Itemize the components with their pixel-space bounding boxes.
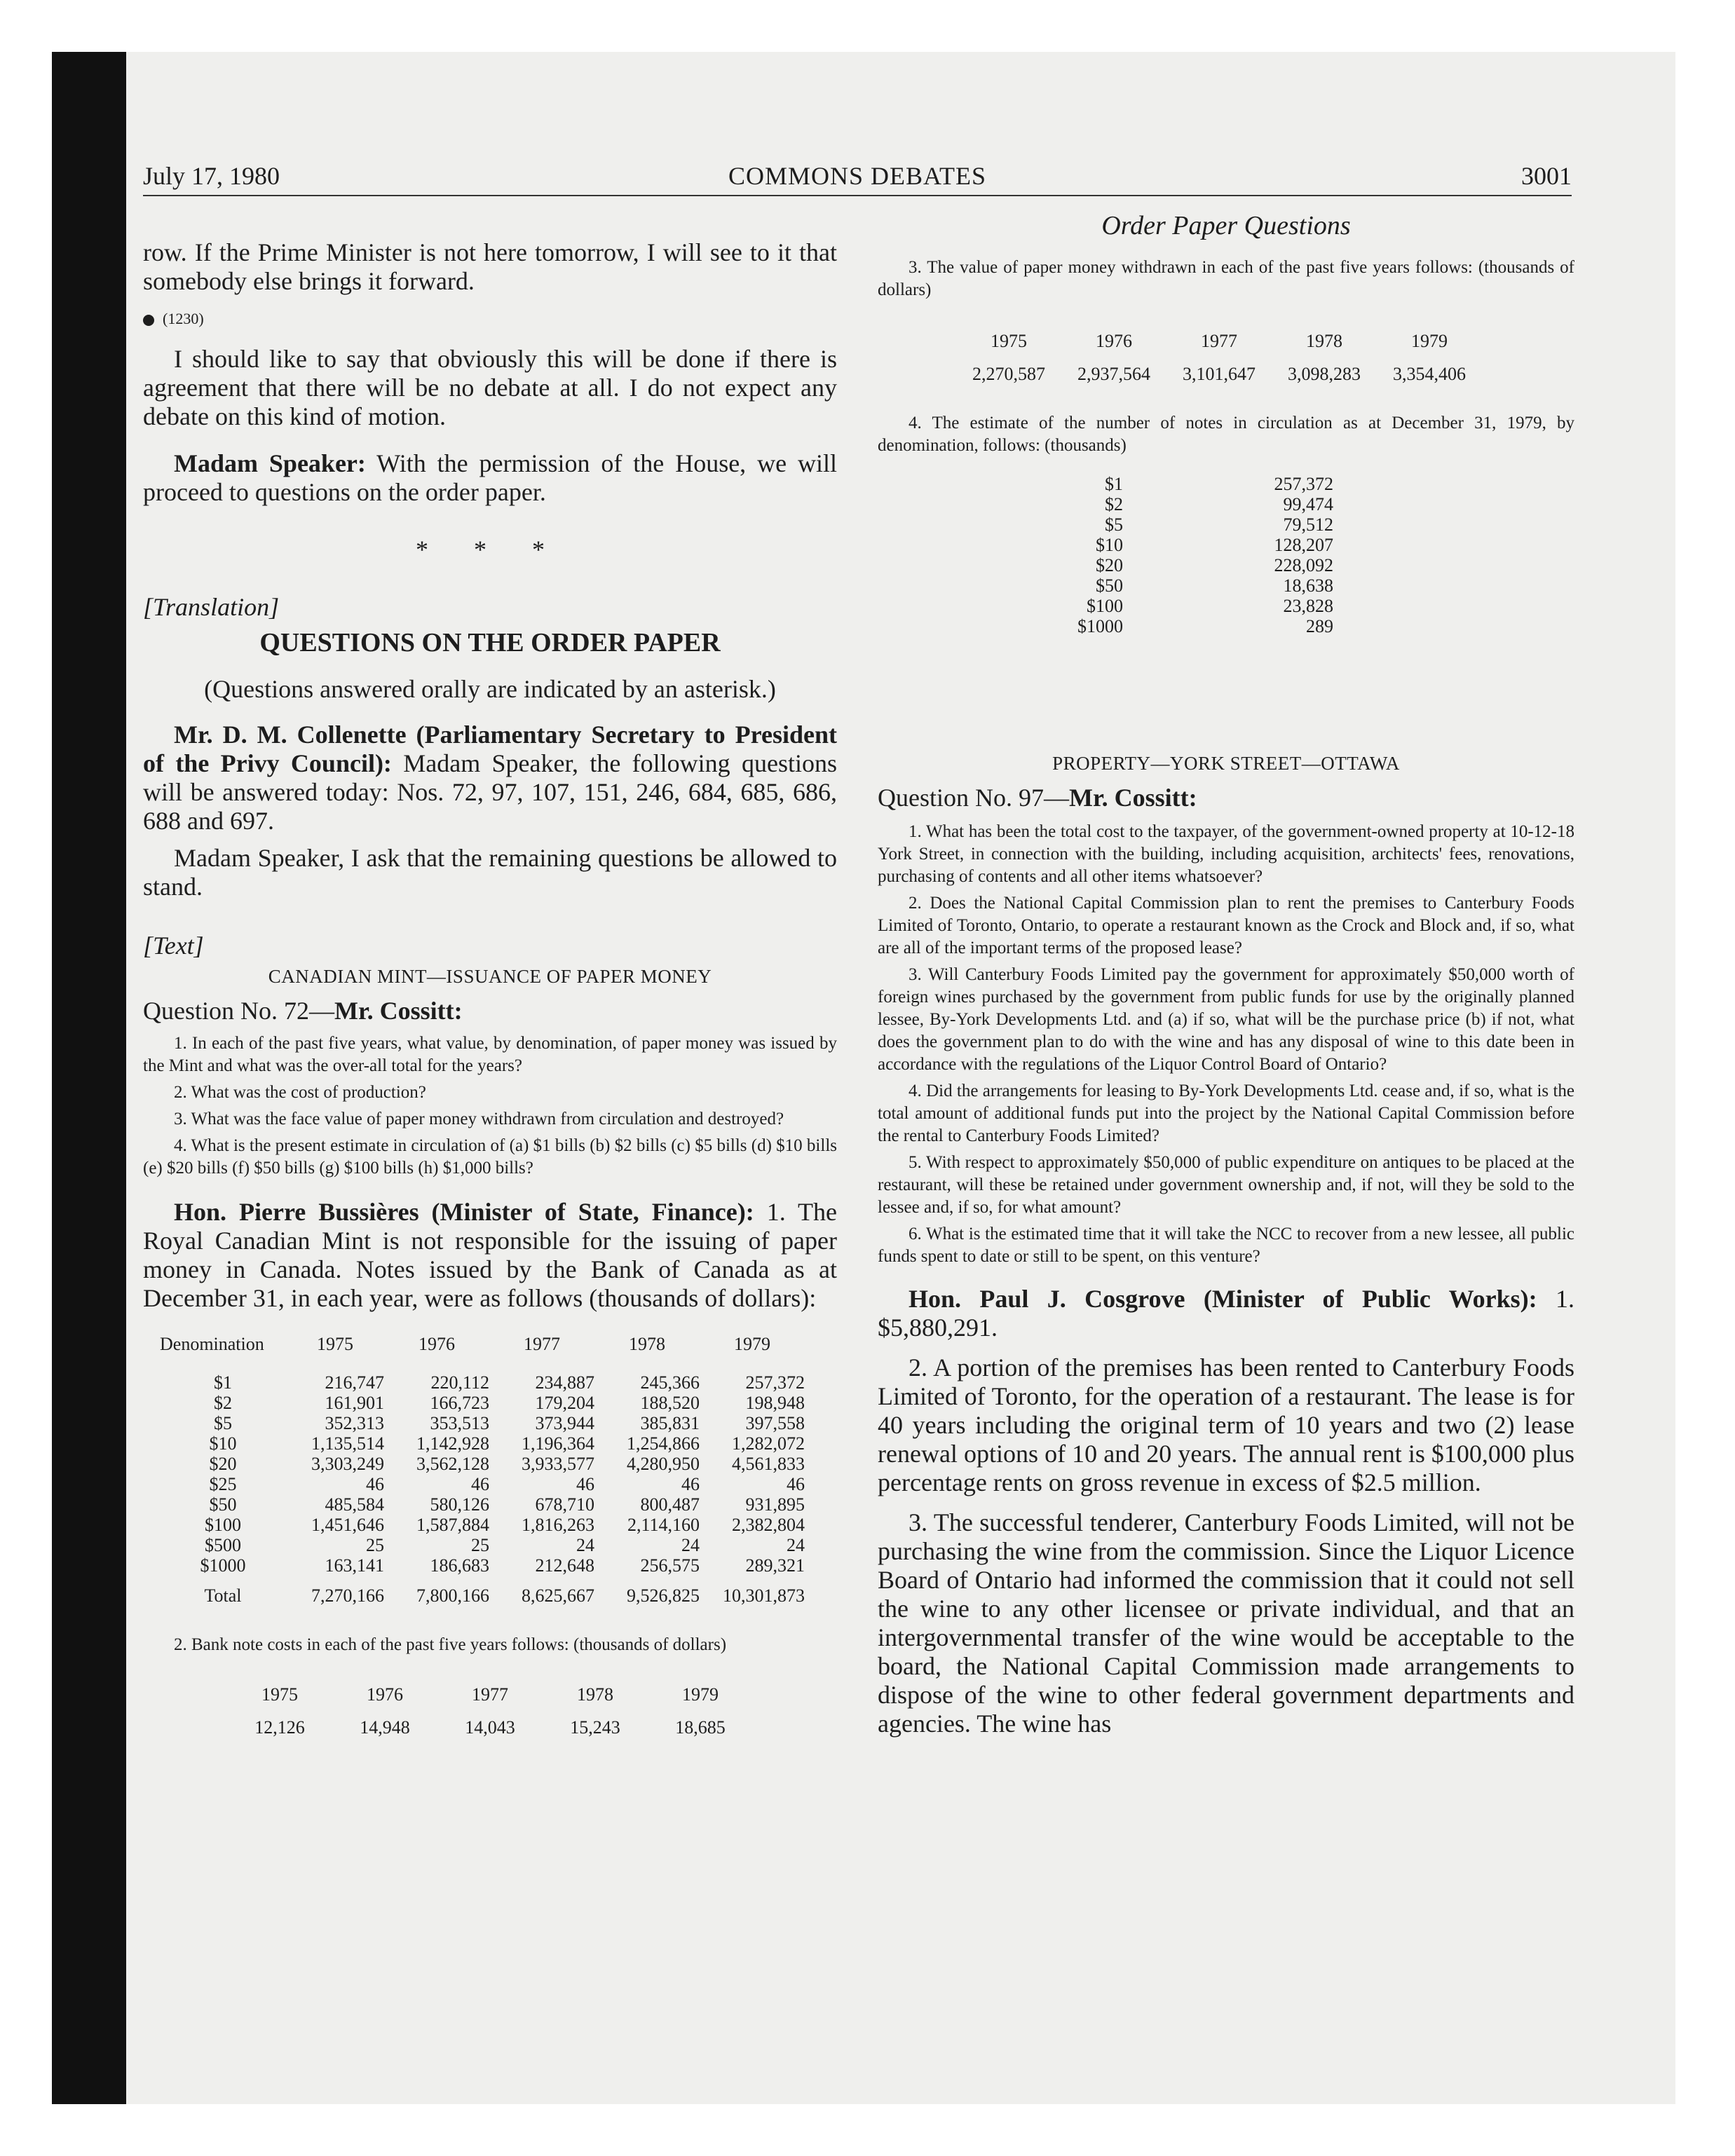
table-row: $50 485,584 580,126 678,710 800,487 931,895 <box>209 1494 805 1515</box>
column-header: 1977 <box>524 1334 560 1354</box>
table-row: $100 1,451,646 1,587,884 1,816,263 2,114,160 2,382,804 <box>205 1515 805 1535</box>
table-row: $5 352,313 353,513 373,944 385,831 397,558 <box>214 1413 805 1433</box>
bank-note-costs-table <box>227 1684 753 1738</box>
notes-in-circulation-table <box>1060 474 1333 636</box>
table-row: $10 128,207 <box>1096 535 1333 555</box>
right-column <box>878 210 1574 1738</box>
answer-paragraph: 3. The successful tenderer, Canterbury Foods Limited, will not be purchasing the wine from the commission. Since the Liquor Licence Board of Ontario had informed the commission that it could not sell the wine to any other licensee or private individual, and that an intergovernmental transfer of the wine would be acceptable to the board, the National Capital Commission made arrangements to dispose of the wine to other federal government departments and agencies. The wine has <box>878 1508 1574 1738</box>
question-item: 3. Will Canterbury Foods Limited pay the government for approximately $50,000 worth of foreign wines purchased by the government from public funds for use by the originally planned lessee, By-York Developments Ltd. and (a) if so, what will be the purchase price (b) if not, what does the government plan to do with the wine and has any disposal of wine to this date been in accordance with the regulations of the Liquor Control Board of Ontario? <box>878 965 1574 1074</box>
section-break: * * * <box>416 535 564 564</box>
header-rule <box>143 195 1572 196</box>
column-header: 1976 <box>419 1334 455 1354</box>
table-row: $20 228,092 <box>1096 555 1333 575</box>
text-tag: [Text] <box>143 932 204 960</box>
table-row: $1 257,372 <box>1105 474 1333 494</box>
table-row: $25 46 46 46 46 46 <box>209 1474 805 1494</box>
table-total-row: Total 7,270,166 7,800,166 8,625,667 9,526,825 10,301,873 <box>204 1585 805 1606</box>
paragraph: Madam Speaker, I ask that the remaining questions be allowed to stand. <box>143 844 837 901</box>
question-item: 1. What has been the total cost to the taxpayer, of the government-owned property at 10-12-18 York Street, in connection with the building, including acquisition, architects' fees, renovations, purchasing of contents and all other items whatsoever? <box>878 822 1574 886</box>
answer-paragraph: Hon. Pierre Bussières (Minister of State, Finance): 1. The Royal Canadian Mint is not responsible for the issuing of paper money in Canada. Notes issued by the Bank of Canada as at December 31, in each year, were as follows (thousands of dollars): <box>143 1198 837 1312</box>
table-row: $5 79,512 <box>1105 514 1333 535</box>
paper-money-withdrawn-table <box>956 331 1482 384</box>
column-header: 1979 <box>734 1334 770 1354</box>
section-running-head: Order Paper Questions <box>1101 211 1351 240</box>
question-item: 6. What is the estimated time that it will take the NCC to recover from a new lessee, all public funds spent to date or still to be spent, on this venture? <box>878 1224 1574 1266</box>
notes-issued-table <box>160 1334 805 1606</box>
question-items <box>878 821 1574 1268</box>
header-title: COMMONS DEBATES <box>728 162 987 190</box>
column-header: 1978 <box>629 1334 665 1354</box>
paragraph: Madam Speaker: With the permission of the House, we will proceed to questions on the order paper. <box>143 449 837 506</box>
page-header <box>143 161 1572 196</box>
paragraph: row. If the Prime Minister is not here tomorrow, I will see to it that somebody else brings it forward. <box>143 238 837 295</box>
column-header: Denomination <box>160 1334 264 1354</box>
bullet-icon <box>143 315 154 326</box>
table-row: $2 161,901 166,723 179,204 188,520 198,948 <box>214 1393 805 1413</box>
table-row: $100 23,828 <box>1087 596 1333 616</box>
answer-paragraph: 2. A portion of the premises has been rented to Canterbury Foods Limited of Toronto, for the operation of a restaurant. The lease is for 40 years including the original term of 10 years and two (2) lease renewal options of 10 and 20 years. The annual rent is $100,000 plus percentage rents on gross revenue in excess of $2.5 million. <box>878 1353 1574 1496</box>
question-item: 1. In each of the past five years, what value, by denomination, of paper money was issued by the Mint and what was the over-all total for the years? <box>143 1034 837 1075</box>
question-item: 4. Did the arrangements for leasing to By-York Developments Ltd. cease and, if so, what is the total amount of additional funds put into the project by the National Capital Commission before the rental to Canterbury Foods Limited? <box>878 1082 1574 1145</box>
section-title: QUESTIONS ON THE ORDER PAPER <box>259 628 721 657</box>
table-row: $1000 163,141 186,683 212,648 256,575 289,321 <box>200 1555 805 1576</box>
table-header-row: 1975 1976 1977 1978 1979 <box>261 1684 719 1705</box>
table-header-row: 1975 1976 1977 1978 1979 <box>991 331 1448 351</box>
translation-tag: [Translation] <box>143 593 280 621</box>
left-column <box>143 238 837 1738</box>
table-row: $500 25 25 24 24 24 <box>205 1535 805 1555</box>
question-item: 3. What was the face value of paper money withdrawn from circulation and destroyed? <box>174 1110 784 1128</box>
binding-edge <box>52 52 126 2104</box>
question-subject: CANADIAN MINT—ISSUANCE OF PAPER MONEY <box>268 966 712 987</box>
withdrawn-intro: 3. The value of paper money withdrawn in each of the past five years follows: (thousands of dollars) <box>878 258 1574 299</box>
question-item: 5. With respect to approximately $50,000 of public expenditure on antiques to be placed at the restaurant, will these be retained under government ownership and, if not, will they be sold to the lessee and, if so, for what amount? <box>878 1153 1574 1217</box>
table-row: $1000 289 <box>1077 616 1333 636</box>
circulation-intro: 4. The estimate of the number of notes in circulation as at December 31, 1979, by denomination, follows: (thousands) <box>878 414 1574 455</box>
answer-paragraph: Hon. Paul J. Cosgrove (Minister of Public Works): 1. $5,880,291. <box>878 1285 1574 1342</box>
question-item: 2. Does the National Capital Commission plan to rent the premises to Canterbury Foods Limited of Toronto, Ontario, to operate a restaurant known as the Crock and Block and, if so, what are all of the important terms of the proposed lease? <box>878 894 1574 957</box>
table-row: $2 99,474 <box>1105 494 1333 514</box>
column-header: 1975 <box>317 1334 353 1354</box>
asterisk-note: (Questions answered orally are indicated by an asterisk.) <box>204 675 776 703</box>
table-row: $1 216,747 220,112 234,887 245,366 257,372 <box>214 1372 805 1393</box>
costs-intro: 2. Bank note costs in each of the past five years follows: (thousands of dollars) <box>174 1635 727 1654</box>
table-header-row <box>160 1334 805 1354</box>
paragraph: I should like to say that obviously this will be done if there is agreement that there will be no debate at all. I do not expect any debate on this kind of motion. <box>143 345 837 430</box>
table-row: 2,270,587 2,937,564 3,101,647 3,098,283 3,354,406 <box>972 364 1466 384</box>
question-items <box>143 1032 837 1180</box>
time-marker: (1230) <box>143 310 837 328</box>
paragraph: Mr. D. M. Collenette (Parliamentary Secretary to President of the Privy Council): Madam Speaker, the following questions will be answered today: Nos. 72, 97, 107, 151, 246, 684, 685, 686, 688 and 697. <box>143 721 837 835</box>
question-subject: PROPERTY—YORK STREET—OTTAWA <box>1052 753 1400 774</box>
table-row: 12,126 14,948 14,043 15,243 18,685 <box>254 1717 726 1738</box>
question-number: Question No. 72—Mr. Cossitt: <box>143 997 463 1025</box>
header-date: July 17, 1980 <box>143 162 280 190</box>
header-page-number: 3001 <box>1521 162 1572 190</box>
question-item: 4. What is the present estimate in circulation of (a) $1 bills (b) $2 bills (c) $5 bills (d) $10 bills (e) $20 bills (f) $50 bills (g) $100 bills (h) $1,000 bills? <box>143 1136 837 1178</box>
table-row: $10 1,135,514 1,142,928 1,196,364 1,254,866 1,282,072 <box>209 1433 805 1454</box>
table-row: $20 3,303,249 3,562,128 3,933,577 4,280,950 4,561,833 <box>209 1454 805 1474</box>
table-row: $50 18,638 <box>1096 575 1333 596</box>
question-item: 2. What was the cost of production? <box>174 1083 426 1102</box>
question-number: Question No. 97—Mr. Cossitt: <box>878 784 1197 812</box>
